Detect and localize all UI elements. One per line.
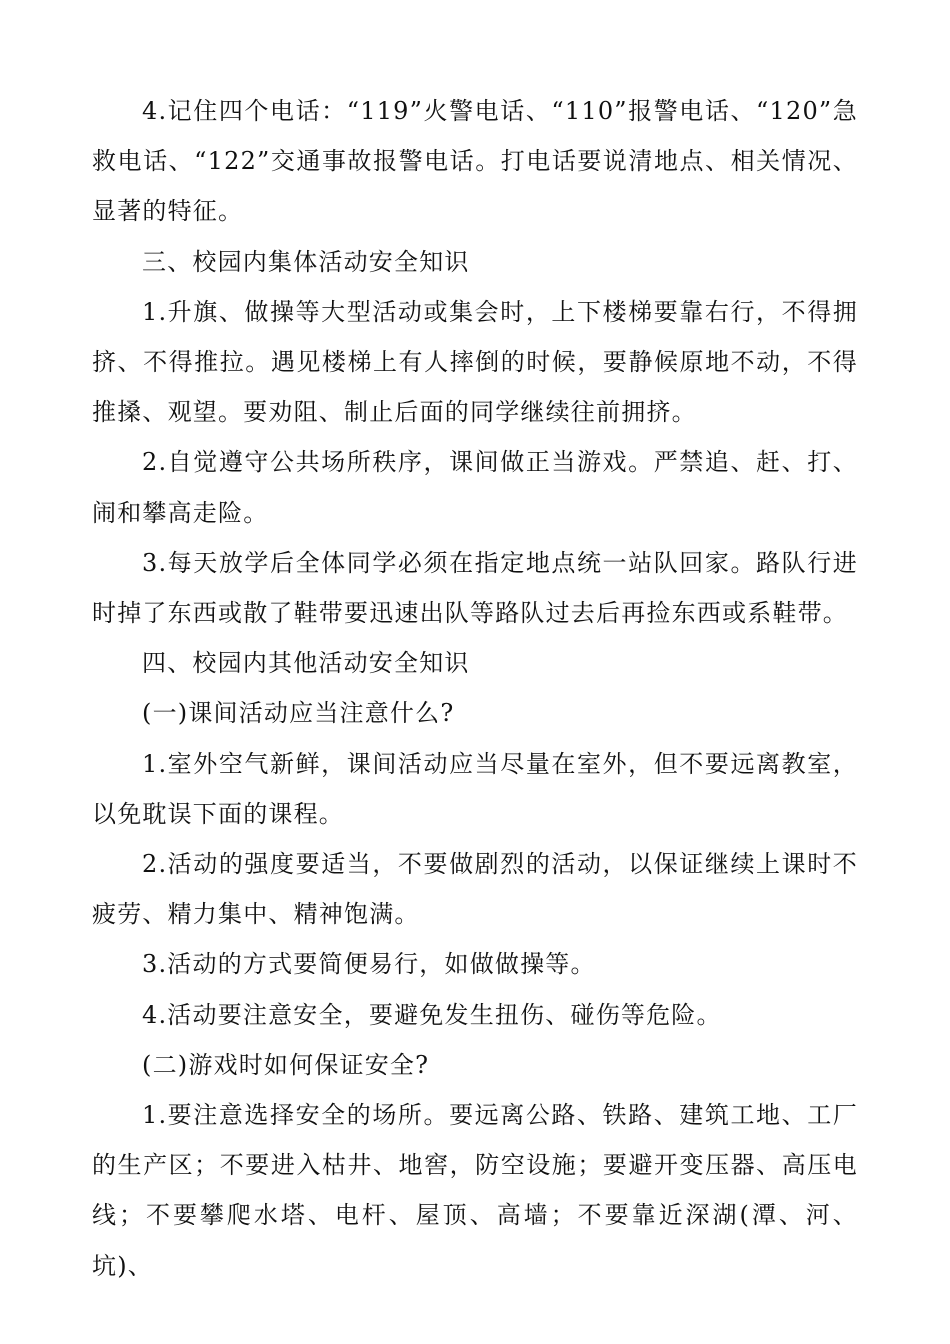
paragraph-going-home-queue: 3.每天放学后全体同学必须在指定地点统一站队回家。路队行进时掉了东西或散了鞋带要迅速出队等路队过去后再捡东西或系鞋带。 [92, 548, 858, 628]
paragraph-activity-safety: 4.活动要注意安全，要避免发生扭伤、碰伤等危险。 [142, 1000, 722, 1029]
subheading-break-activities: (一)课间活动应当注意什么? [142, 699, 455, 728]
paragraph-stairs-safety: 1.升旗、做操等大型活动或集会时，上下楼梯要靠右行，不得拥挤、不得推拉。遇见楼梯上有人摔倒的时候，要静候原地不动，不得推搡、观望。要劝阻、制止后面的同学继续往前拥挤。 [92, 297, 858, 427]
section-heading-group-activities: 三、校园内集体活动安全知识 [142, 247, 470, 276]
paragraph-emergency-numbers: 4.记住四个电话：“119”火警电话、“110”报警电话、“120”急救电话、“122”交通事故报警电话。打电话要说清地点、相关情况、显著的特征。 [92, 97, 858, 226]
paragraph-activity-intensity: 2.活动的强度要适当，不要做剧烈的活动，以保证继续上课时不疲劳、精力集中、精神饱满。 [92, 850, 858, 929]
paragraph-safe-places: 1.要注意选择安全的场所。要远离公路、铁路、建筑工地、工厂的生产区；不要进入枯井、地窖，防空设施；要避开变压器、高压电线；不要攀爬水塔、电杆、屋顶、高墙；不要靠近深湖(潭、河、坑)、 [92, 1101, 858, 1280]
subheading-game-safety: (二)游戏时如何保证安全? [142, 1050, 430, 1079]
document-body [92, 86, 858, 1291]
paragraph-public-order: 2.自觉遵守公共场所秩序，课间做正当游戏。严禁追、赶、打、闹和攀高走险。 [92, 448, 858, 527]
paragraph-activity-simple: 3.活动的方式要简便易行，如做做操等。 [142, 950, 596, 979]
section-heading-other-activities: 四、校园内其他活动安全知识 [142, 649, 470, 678]
paragraph-outdoor-activity: 1.室外空气新鲜，课间活动应当尽量在室外，但不要远离教室，以免耽误下面的课程。 [92, 749, 858, 828]
